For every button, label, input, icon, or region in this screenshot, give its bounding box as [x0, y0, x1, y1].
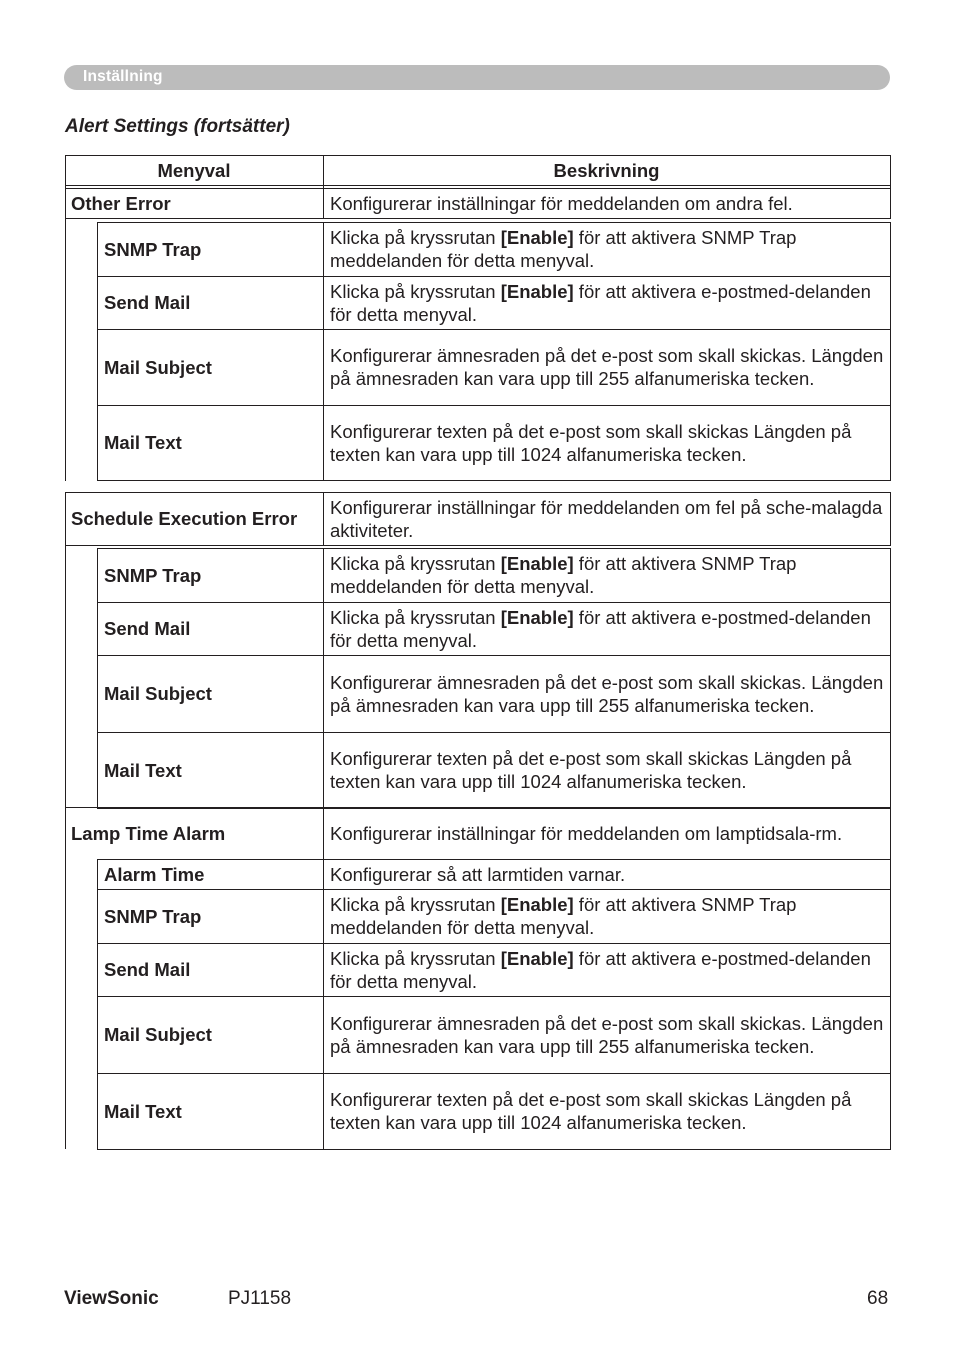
- table-rule: [890, 188, 891, 218]
- lamp_alarm-snmp-description: [323, 889, 890, 943]
- table-rule: [97, 480, 891, 481]
- schedule_error-subject-description: Konfigurerar ämnesraden på det e-post som skall skickas. Längden på ämnesraden kan vara upp till 255 alfanumeriska tecken.: [330, 671, 884, 716]
- table-rule: [65, 807, 66, 1149]
- table-rule: [323, 548, 324, 808]
- table-rule: [890, 807, 891, 859]
- other_error-description: Konfigurerar inställningar för meddelanden om andra fel.: [330, 192, 793, 214]
- table-rule: [65, 218, 891, 219]
- enable-keyword: [Enable]: [500, 894, 574, 915]
- enable-keyword: [Enable]: [500, 947, 574, 969]
- schedule_error-text-label: Mail Text: [104, 759, 182, 781]
- lamp_alarm-label: Lamp Time Alarm: [71, 822, 226, 844]
- other_error-text-description: Konfigurerar texten på det e-post som skall skickas Längden på texten kan vara upp till 1024 alfanumeriska tecken.: [330, 420, 852, 465]
- table-rule: [890, 492, 891, 545]
- other_error-subject-description: Konfigurerar ämnesraden på det e-post som skall skickas. Längden på ämnesraden kan vara upp till 255 alfanumeriska tecken.: [330, 345, 884, 389]
- lamp_alarm-text-description: Konfigurerar texten på det e-post som skall skickas Längden på texten kan vara upp till 1024 alfanumeriska tecken.: [330, 1089, 852, 1133]
- enable-keyword: [Enable]: [500, 606, 574, 628]
- schedule_error-subject-label: Mail Subject: [104, 683, 212, 704]
- enable-keyword: [Enable]: [500, 280, 574, 302]
- schedule_error-label: Schedule Execution Error: [71, 508, 298, 529]
- table-rule: [97, 548, 98, 808]
- table-rule: [323, 859, 324, 1149]
- description-text: Klicka på kryssrutan: [330, 894, 501, 915]
- description-text: Klicka på kryssrutan: [330, 606, 501, 628]
- page-title: Alert Settings (fortsätter): [65, 116, 290, 137]
- section-header-bar: [64, 65, 890, 90]
- enable-keyword: [Enable]: [500, 553, 574, 574]
- description-text: för att aktivera e-postmed-delanden för detta menyval.: [330, 280, 871, 325]
- column-header-menu: Menyval: [157, 160, 231, 181]
- description-text: Klicka på kryssrutan: [330, 947, 501, 969]
- table-rule: [65, 188, 66, 481]
- lamp_alarm-description: Konfigurerar inställningar för meddelanden om lamptidsala-rm.: [330, 822, 843, 844]
- description-text: för att aktivera SNMP Trap meddelanden för detta menyval.: [330, 894, 797, 938]
- description-text: Klicka på kryssrutan: [330, 227, 501, 248]
- other_error-subject-label: Mail Subject: [104, 356, 212, 378]
- description-text: för att aktivera e-postmed-delanden för detta menyval.: [330, 606, 871, 651]
- lamp_alarm-snmp-label: SNMP Trap: [104, 905, 202, 927]
- schedule_error-mail-description: [323, 602, 890, 655]
- lamp_alarm-alarm-description: Konfigurerar så att larmtiden varnar.: [330, 863, 626, 885]
- description-text: för att aktivera SNMP Trap meddelanden för detta menyval.: [330, 553, 797, 597]
- schedule_error-mail-label: Send Mail: [104, 618, 191, 639]
- footer-brand: ViewSonic: [64, 1288, 159, 1309]
- table-rule: [65, 492, 66, 808]
- table-rule: [97, 222, 98, 480]
- table-rule: [890, 155, 891, 189]
- table-rule: [65, 545, 891, 546]
- description-text: Klicka på kryssrutan: [330, 280, 501, 302]
- lamp_alarm-alarm-label: Alarm Time: [104, 863, 205, 885]
- footer-page-number: 68: [867, 1288, 889, 1309]
- other_error-text-label: Mail Text: [104, 432, 182, 453]
- description-text: för att aktivera SNMP Trap meddelanden för detta menyval.: [330, 227, 797, 271]
- table-rule: [65, 185, 891, 186]
- table-rule: [890, 548, 891, 808]
- lamp_alarm-subject-label: Mail Subject: [104, 1024, 212, 1045]
- footer-model: PJ1158: [228, 1288, 292, 1309]
- schedule_error-snmp-description: [323, 548, 890, 602]
- table-rule: [890, 222, 891, 480]
- other_error-snmp-description: [323, 222, 890, 276]
- other_error-mail-description: [323, 276, 890, 329]
- description-text: för att aktivera e-postmed-delanden för detta menyval.: [330, 947, 871, 992]
- enable-keyword: [Enable]: [500, 227, 574, 248]
- other_error-mail-label: Send Mail: [104, 292, 191, 313]
- section-header-label: Inställning: [83, 68, 163, 85]
- lamp_alarm-text-label: Mail Text: [104, 1100, 182, 1122]
- schedule_error-snmp-label: SNMP Trap: [104, 564, 202, 586]
- other_error-snmp-label: SNMP Trap: [104, 238, 202, 260]
- lamp_alarm-mail-description: [323, 943, 890, 996]
- description-text: Klicka på kryssrutan: [330, 553, 501, 574]
- table-rule: [890, 859, 891, 1149]
- table-rule: [323, 222, 324, 480]
- column-header-description: Beskrivning: [553, 160, 660, 181]
- schedule_error-description: Konfigurerar inställningar för meddelanden om fel på sche-malagda aktiviteter.: [330, 496, 883, 541]
- other_error-label: Other Error: [71, 192, 171, 214]
- table-rule: [97, 859, 98, 1149]
- lamp_alarm-subject-description: Konfigurerar ämnesraden på det e-post som skall skickas. Längden på ämnesraden kan vara upp till 255 alfanumeriska tecken.: [330, 1012, 884, 1057]
- table-rule: [97, 1149, 891, 1150]
- schedule_error-text-description: Konfigurerar texten på det e-post som skall skickas Längden på texten kan vara upp till 1024 alfanumeriska tecken.: [330, 748, 852, 792]
- lamp_alarm-mail-label: Send Mail: [104, 959, 191, 980]
